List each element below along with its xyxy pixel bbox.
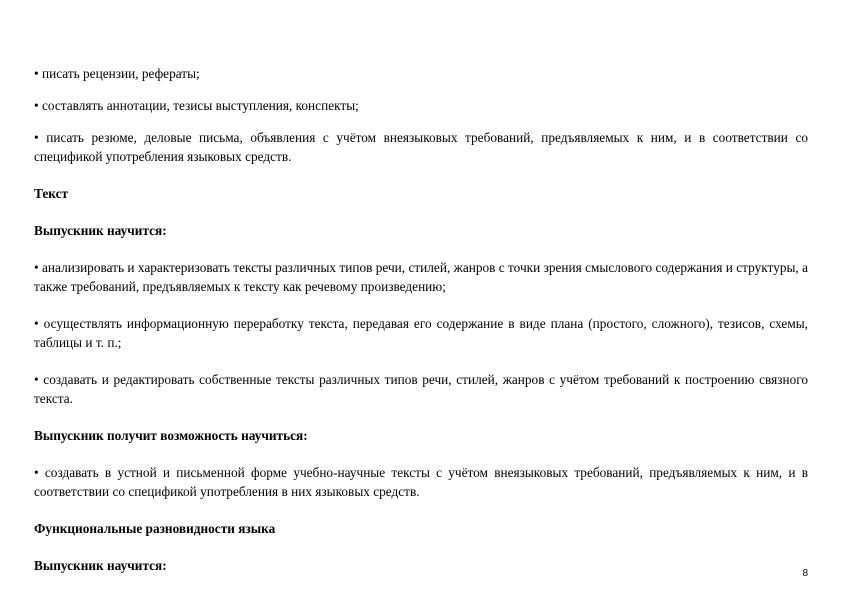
page-number: 8 <box>802 568 808 579</box>
page-content <box>34 64 808 593</box>
section-heading: Текст <box>34 186 69 201</box>
bullet-marker: • <box>34 98 39 113</box>
bullet-text: писать резюме, деловые письма, объявления с учётом внеязыковых требований, предъявляемых к ним, и в соответствии со спецификой употребления языковых средств. <box>34 130 809 164</box>
bullet-marker: • <box>34 316 39 331</box>
bullet-marker: • <box>34 66 39 81</box>
bullet-text: создавать и редактировать собственные тексты различных типов речи, стилей, жанров с учётом требований к построению связного текста. <box>34 372 808 406</box>
section-heading: Функциональные разновидности языка <box>34 521 276 536</box>
bullet-marker: • <box>34 465 39 480</box>
subsection-heading: Выпускник получит возможность научиться: <box>34 428 308 443</box>
bullet-marker: • <box>34 260 39 275</box>
bullet-item <box>34 128 808 166</box>
subsection-heading: Выпускник научится: <box>34 223 167 238</box>
bullet-text: анализировать и характеризовать тексты различных типов речи, стилей, жанров с точки зрения смыслового содержания и структуры, а также требований, предъявляемых к тексту как речевому произведению; <box>34 260 809 294</box>
bullet-item <box>34 258 808 296</box>
bullet-marker: • <box>34 372 39 387</box>
bullet-marker: • <box>34 130 39 145</box>
bullet-item <box>34 64 808 83</box>
bullet-text: писать рецензии, рефераты; <box>41 66 200 81</box>
bullet-text: создавать в устной и письменной форме учебно-научные тексты с учётом внеязыковых требований, предъявляемых к ним, и в соответствии со спецификой употребления в них языковых средств. <box>34 465 808 499</box>
bullet-item <box>34 96 808 115</box>
bullet-text: осуществлять информационную переработку текста, передавая его содержание в виде плана (простого, сложного), тезисов, схемы, таблицы и т. п.; <box>34 316 809 350</box>
bullet-item <box>34 370 808 408</box>
bullet-text: составлять аннотации, тезисы выступления, конспекты; <box>41 98 359 113</box>
bullet-item <box>34 314 808 352</box>
subsection-heading: Выпускник научится: <box>34 558 167 573</box>
bullet-item <box>34 463 808 501</box>
